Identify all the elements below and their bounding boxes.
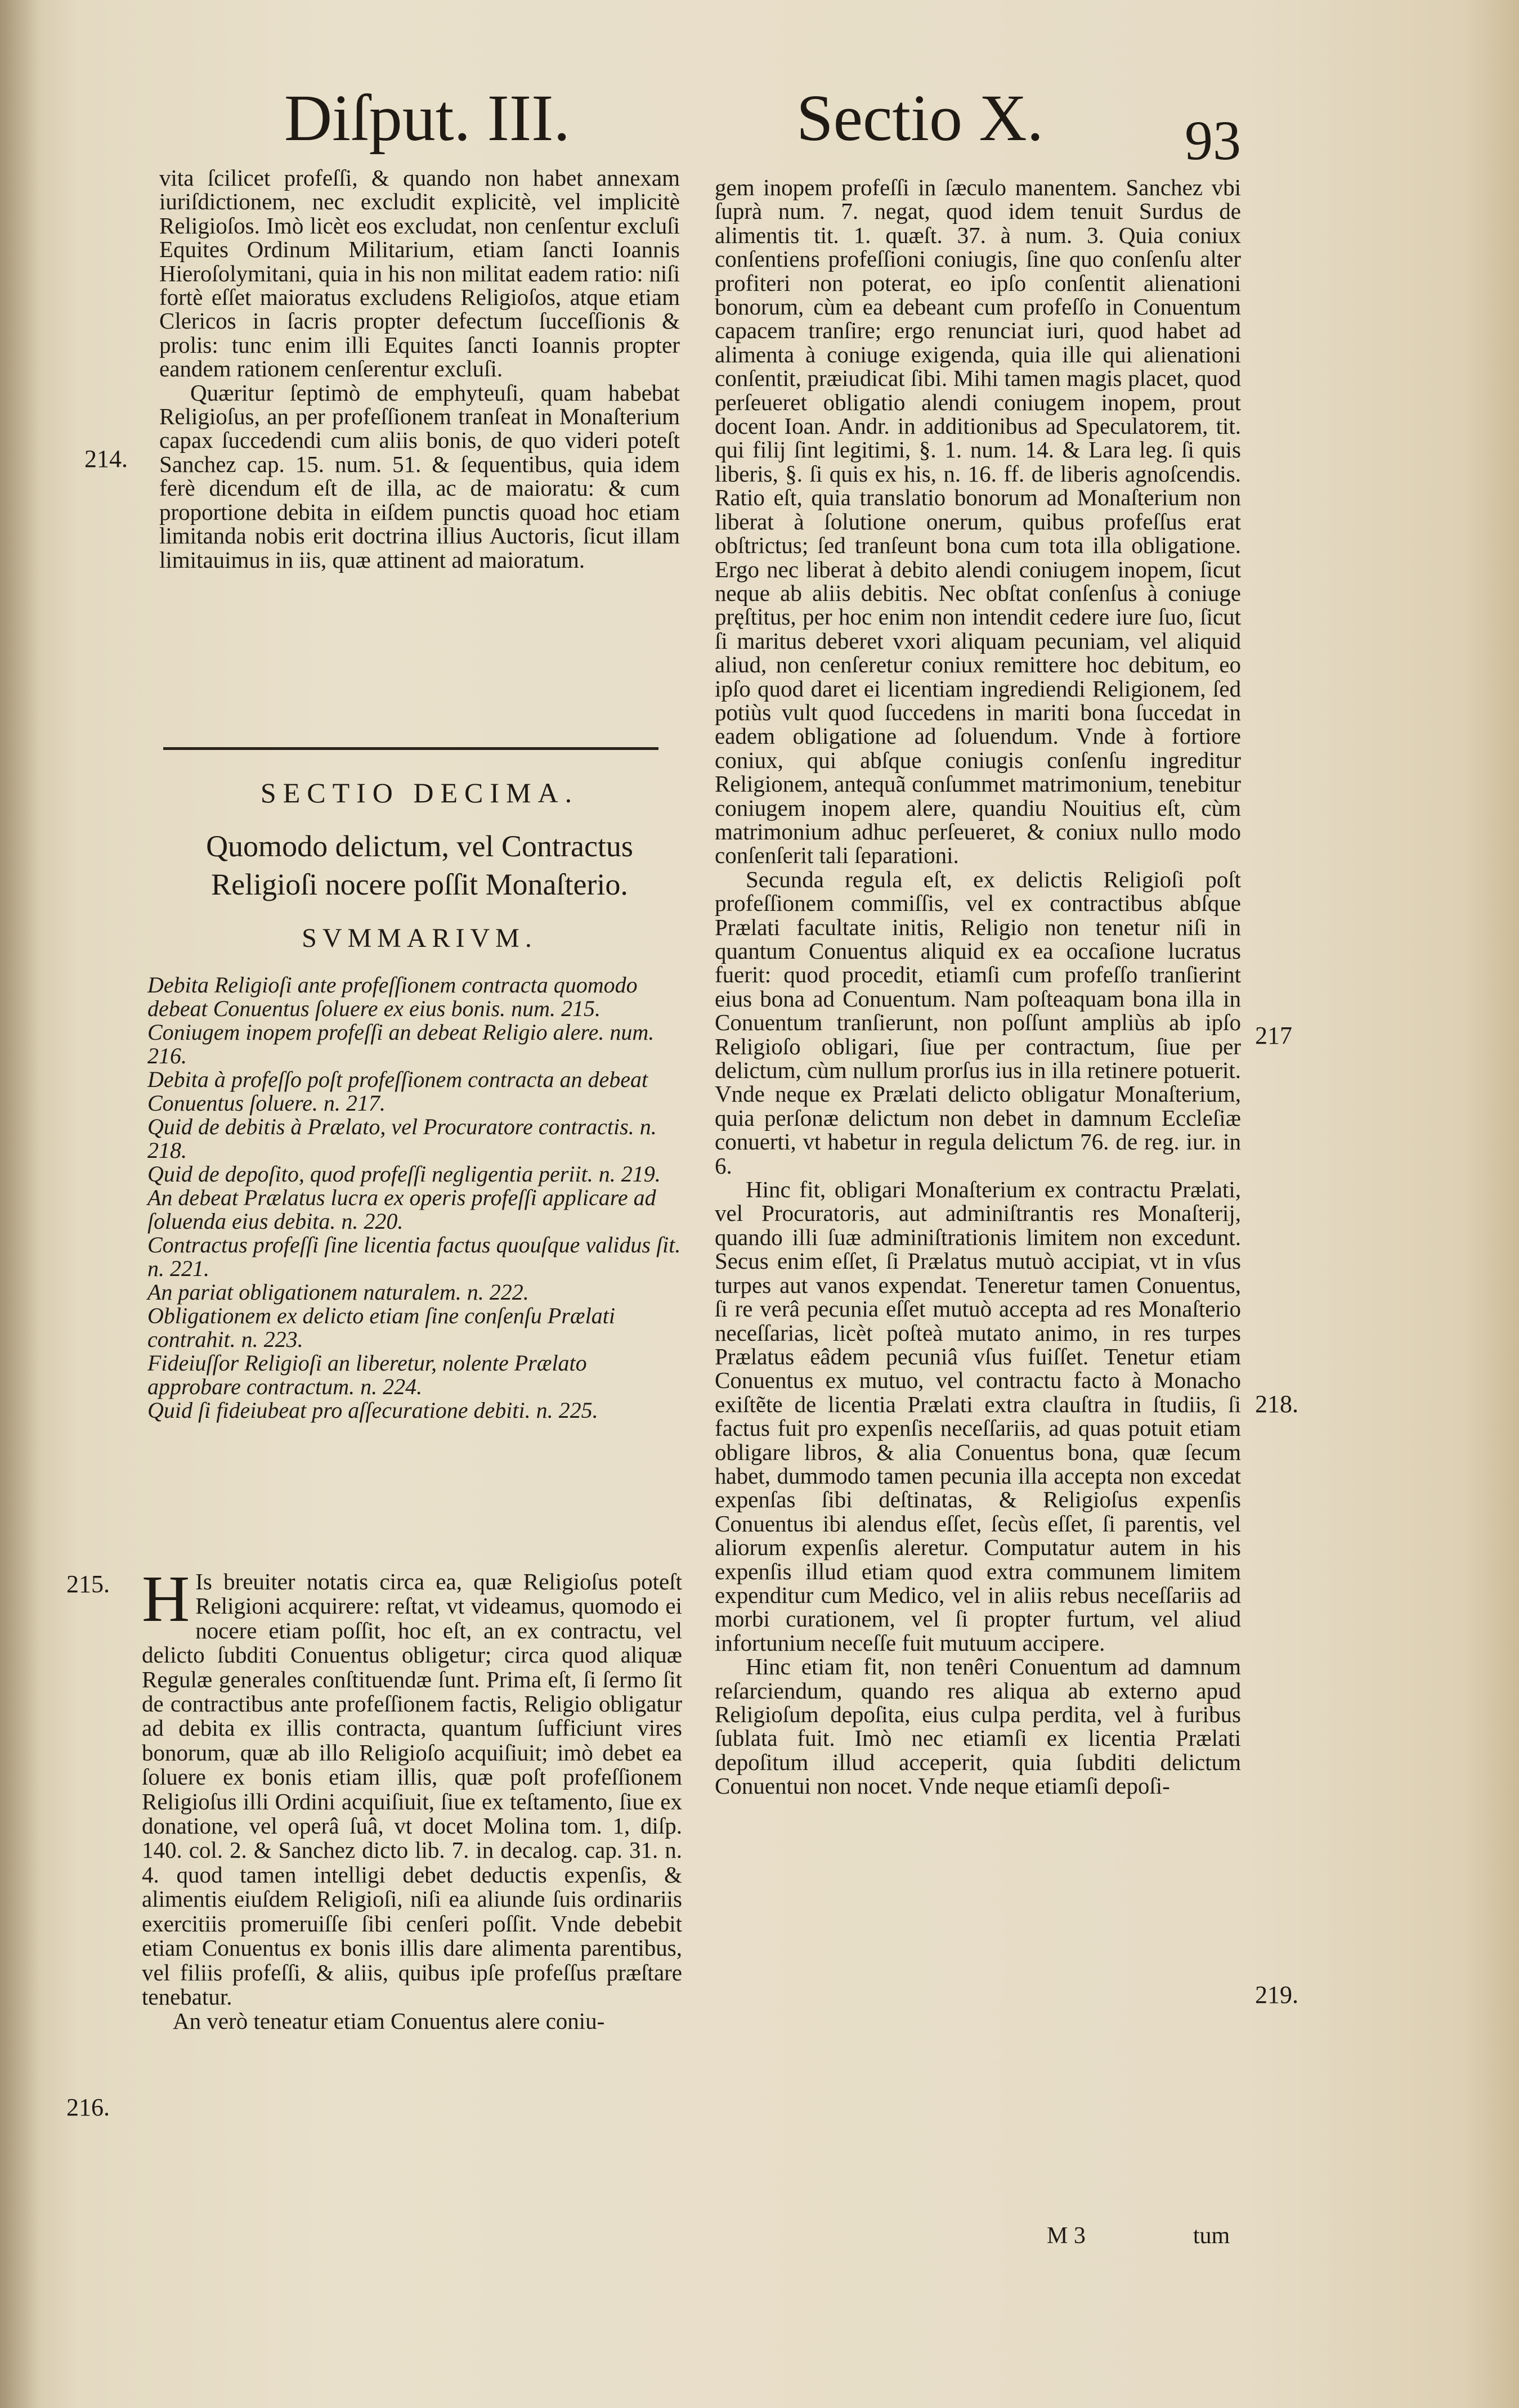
paragraph-216-continuation: gem inopem profeſſi in ſæculo manentem. Sanchez vbi ſuprà num. 7. negat, quod idem tenuit Surdus de alimentis tit. 1. quæſt. 37. à num. 3. Quia coniux conſentiens profeſſioni coniugis, ſine quo conſenſu alter profiteri non poterat, eo ipſo conſentit alienationi bonorum, cùm ea debeant cum profeſſo in Conuentum capacem tranſire; ergo renunciat iuri, quod habet ad alimenta à coniuge exigenda, quia ille qui alienationi conſentit, præiudicat ſibi. Mihi tamen magis placet, quod perſeueret obligatio alendi coniugem inopem, prout docent Ioan. Andr. in additionibus ad Speculatorem, tit. qui filij ſint legitimi, §. 1. num. 14. & Lara leg. ſi quis liberis, §. ſi quis ex his, n. 16. ff. de liberis agnoſcendis. Ratio eſt, quia translatio bonorum ad Monaſterium non liberat à ſolutione onerum, quibus profeſſus erat obſtrictus; ſed tranſeunt bona cum tota illa obligatione. Ergo nec liberat à debito alendi coniugem inopem, ſicut neque ab aliis debitis. Nec obſtat conſenſus à coniuge pręſtitus, per hoc enim non intendit cedere iure ſuo, ſicut ſi maritus deberet vxori aliquam pecuniam, vel aliquid aliud, non cenſeretur coniux remittere hoc debitum, eo ipſo quod daret ei licentiam ingrediendi Religionem, ſed potiùs vult quod ſuccedens in mariti bona ſuccedat in eadem obligatione ad ſoluendum. Vnde à fortiore coniux, qui abſque coniugis conſenſu ingreditur Religionem, antequã conſummet matrimonium, tenebitur coniugem inopem alere, quandiu Nouitius eſt, cùm matrimonium adhuc perſeueret, & coniux nullo modo conſenſerit tali ſeparationi. [715,174,1241,869]
paragraph-216: An verò teneatur etiam Conuentus alere coniu- [173,2008,605,2034]
left-column-top [159,166,680,572]
margin-number-214: 214. [84,445,128,473]
paragraph-continuation: vita ſcilicet profeſſi, & quando non habet annexam iuriſdictionem, nec excludit explicitè, vel implicitè Religioſos. Imò licèt eos excludat, non cenſentur excluſi Equites Ordinum Militarium, etiam ſancti Ioannis Hieroſolymitani, quia in his non militat eadem ratio: niſi fortè eſſet maioratus excludens Religioſos, atque etiam Clericos in ſacris propter defectum ſucceſſionis & prolis: tunc enim illi Equites ſancti Ioannis propter eandem rationem cenſerentur excluſi. [159,165,680,382]
spine-shadow [0,0,39,2408]
summary-item: Debita Religioſi ante profeſſionem contracta quomodo debeat Conuentus ſoluere ex eius bonis. num. 215. [147,972,638,1021]
paragraph-219: Hinc etiam fit, non tenêri Conuentum ad damnum reſarciendum, quando res aliqua ab externo apud Religioſum depoſita, eius culpa perdita, vel à furibus ſublata fuit. Imò nec etiamſi ex licentia Prælati depoſitum illud acceperit, quia ſubditi delictum Conuentui non nocet. Vnde neque etiamſi depoſi- [715,1654,1241,1799]
margin-number-218: 218. [1255,1390,1298,1418]
drop-cap: H [142,1562,190,1636]
paragraph-218: Hinc fit, obligari Monaſterium ex contractu Prælati, vel Procuratoris, aut adminiſtrantis res Monaſterij, quando illi ſuæ adminiſtrationis limitem non excedunt. Secus enim eſſet, ſi Prælatus mutuò accipiat, vt in vſus turpes aut vanos expendat. Teneretur tamen Conuentus, ſi re verâ pecunia eſſet mutuò accepta ad res Monaſterio neceſſarias, licèt poſteà mutato animo, in res turpes Prælatus eâdem pecuniâ vſus fuiſſet. Tenetur etiam Conuentus ex mutuo, vel contractu facto à Monacho exiſtẽte de licentia Prælati extra clauſtra in ſtudiis, ſi factus fuit pro expenſis neceſſariis, ad quas potuit etiam obligare libros, & alia Conuentus bona, quæ ſecum habet, dummodo tamen pecunia illa accepta non excedat expenſas ſibi deſtinatas, & Religioſus expenſis Conuentus ibi alendus eſſet, ſecùs eſſet, ſi parentis, vel aliorum expenſis aleretur. Computatur autem in his expenſis illud etiam quod extra communem limitem expenditur cum Medico, vel in aliis rebus neceſſariis ad morbi curationem, vel ſi propter furtum, vel aliud infortunium neceſſe fuit mutuum accipere. [715,1176,1241,1656]
summary-item: An pariat obligationem naturalem. n. 222. [147,1279,529,1305]
running-header [0,68,1519,180]
summary-item: Quid de debitis à Prælato, vel Procuratore contractis. n. 218. [147,1114,657,1163]
paragraph-217: Secunda regula eſt, ex delictis Religioſi poſt profeſſionem commiſſis, vel ex contractibus abſque Prælati facultate initis, Religio non tenetur niſi in quantum Conuentus aliquid ex ea occaſione lucratus fuerit: quod procedit, etiamſi cum profeſſo tranſierint eius bona ad Conuentum. Nam poſteaquam bona illa in Conuentum tranſierunt, non poſſunt ampliùs ab ipſo Religioſo obligari, ſiue per contractum, ſiue per delictum, cùm nullum prorſus ius in illa retinere potuerit. Vnde neque ex Prælati delicto obligatur Monaſterium, quia perſonæ delictum non debet in damnum Eccleſiæ conuerti, vt habetur in regula delictum 76. de reg. iur. in 6. [715,866,1241,1179]
margin-number-219: 219. [1255,1981,1298,2009]
summary-item: Fideiuſſor Religioſi an liberetur, nolente Prælato approbare contractum. n. 224. [147,1350,587,1399]
margin-number-215: 215. [66,1570,110,1598]
margin-number-217: 217 [1255,1022,1292,1049]
page-number: 93 [1185,109,1241,172]
page-footer [1047,2222,1230,2249]
summary-item: An debeat Prælatus lucra ex operis profeſſi applicare ad ſoluenda eius debita. n. 220. [147,1185,656,1234]
header-disputation: Diſput. III. [284,81,570,155]
section-title: SECTIO DECIMA. [260,777,579,808]
summary-item: Quid de depoſito, quod profeſſi negligentia periit. n. 219. [147,1161,661,1187]
summary-item: Quid ſi fideiubeat pro aſſecuratione debiti. n. 225. [147,1398,598,1423]
paragraph-214: Quæritur ſeptimò de emphyteuſi, quam habebat Religioſus, an per profeſſionem tranſeat in Monaſterium capax ſuccedendi cum aliis bonis, de quo videri poteſt Sanchez cap. 15. num. 51. & ſequentibus, quia idem ferè dicendum eſt de illa, ac de maioratu: & cum proportione debita in eiſdem punctis quoad hoc etiam limitanda nobis erit doctrina illius Auctoris, ſicut illam limitauimus in iis, quæ attinent ad maioratum. [159,379,680,573]
header-section: Sectio X. [796,81,1044,155]
paragraph-215 [142,1562,682,2010]
margin-number-216: 216. [66,2093,110,2121]
section-subtitle: Quomodo delictum, vel Contractus Religioſi nocere poſſit Monaſterio. [206,829,633,901]
summary-list [147,973,682,1422]
summary-item: Obligationem ex delicto etiam ſine conſenſu Prælati contrahit. n. 223. [147,1303,615,1352]
summary-item: Debita à profeſſo poſt profeſſionem contracta an debeat Conuentus ſoluere. n. 217. [147,1067,648,1116]
section-divider-rule [163,747,658,750]
left-column-body [142,1562,682,2034]
signature-mark: M 3 [1047,2223,1086,2249]
right-column [715,176,1241,1798]
summary-item: Contractus profeſſi ſine licentia factus quouſque validus ſit. n. 221. [147,1232,681,1281]
paragraph-215-text: Is breuiter notatis circa ea, quæ Religioſus poteſt Religioni acquirere: reſtat, vt videamus, quomodo ei nocere etiam poſſit, hoc eſt, an ex contractu, vel delicto ſubditi Conuentus obligetur; circa quod aliquæ Regulæ generales conſtituendæ ſunt. Prima eſt, ſi ſermo ſit de contractibus ante profeſſionem factis, Religio obligatur ad debita ex illis contracta, quantum ſufficiunt vires bonorum, quæ ab illo Religioſo acquiſiuit; imò debet ea ſoluere ex bonis etiam illis, quæ poſt profeſſionem Religioſus illi Ordini acquiſiuit, ſiue ex teſtamento, ſiue ex donatione, vel operâ ſuâ, vt docet Molina tom. 1, diſp. 140. col. 2. & Sanchez dicto lib. 7. in decalog. cap. 31. n. 4. quod tamen intelligi debet deductis expenſis, & alimentis eiuſdem Religioſi, niſi ea aliunde ſuis ordinariis exercitiis promeruiſſe ſibi cenſeri poſſit. Vnde debebit etiam Conuentus ex bonis illis dare alimenta parentibus, vel filiis profeſſi, & aliis, quibus ipſe profeſſus præſtare tenebatur. [142,1569,682,2010]
summary-title: SVMMARIVM. [302,923,537,953]
summary-item: Coniugem inopem profeſſi an debeat Religio alere. num. 216. [147,1019,655,1068]
catchword: tum [1193,2223,1230,2249]
